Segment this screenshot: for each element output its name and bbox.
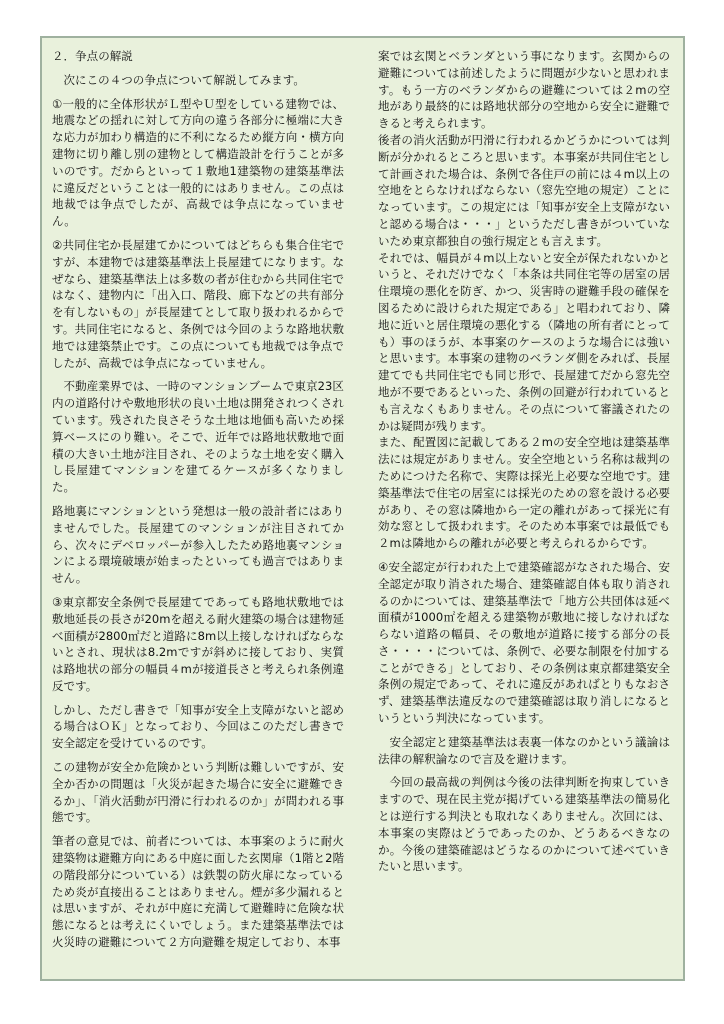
industry-paragraph: 不動産業界では、一時のマンションブームで東京23区内の道路付けや敷地形状の良い土地は開発されつくされています。残された良さそうな土地は地価も高いため採算ベースにのり難い。そこで、近年では路地状敷地で面積の大きい土地が注目され、そのような土地を安く購入し長屋建てマンションを建てるケースが多くなりました。	[52, 379, 344, 495]
article-panel	[40, 36, 685, 981]
issue-2-paragraph: ②共同住宅か長屋建てかについてはどちらも集合住宅ですが、本建物では建築基準法上長屋建てになります。なぜなら、建築基準法上は多数の者が住むから共同住宅ではなく、建物内に「出入口、階段、廊下などの共有部分を有しないもの」が長屋建てとして取り扱われるからです。共同住宅になると、条例では今回のような路地状敷地では建築禁止です。この点についても地裁では争点でしたが、高裁では争点になっていません。	[52, 237, 344, 370]
width-requirement-paragraph: それでは、幅員が４m以上ないと安全が保たれないかというと、それだけでなく「本条は共同住宅等の居室の居住環境の悪化を防ぎ、かつ、災害時の避難手段の確保を図るために設けられた規定である」と唱われており、隣地に近いと居住環境の悪化する（隣地の所有者にとっても）事のほうが、本事案のケースのような場合には強いと思います。本事案の建物のベランダ側をみれば、長屋建てでも共同住宅でも同じ形で、長屋建てだから窓先空地が不要であるといった、条例の回避が行われているとも言えなくもありません。その点について審議されたのかは疑問が残ります。	[378, 250, 670, 433]
issue-3-paragraph: ③東京都安全条例で長屋建てであっても路地状敷地では敷地延長の長さが20mを超える耐火建築の場合は建物延べ面積が2800㎡だと道路に8m以上接しなければならないとされ、現状は8.2mですが斜めに接しており、実質は路地状の部分の幅員４mが接道長さと考えられ条例違反です。	[52, 594, 344, 693]
left-column	[52, 48, 344, 951]
evacuation-continued-paragraph: 案では玄関とベランダという事になります。玄関からの避難については前述したように問題が少ないと思われます。もう一方のベランダからの避難については２mの空地があり最終的には路地状部分の空地から安全に避難できると考えられます。	[378, 49, 670, 131]
alley-mansion-paragraph: 路地裏にマンションという発想は一般の設計者にはありませんでした。長屋建てのマンションが注目されてから、次々にデベロッパーが参入したため路地裏マンションによる環境破壊が始まったといっても過言ではありません。	[52, 503, 344, 586]
section-heading: ２．争点の解説	[52, 49, 133, 63]
right-column	[378, 48, 670, 882]
safety-space-paragraph: また、配置図に記載してある２mの安全空地は建築基準法には規定がありません。安全空地という名称は裁判のためにつけた名称で、実際は採光上必要な空地です。建築基準法で住宅の居室には採光のための窓を設ける必要があり、その窓は隣地から一定の離れがあって採光に有効な窓として扱われます。そのため本事案では最低でも２mは隣地からの離れが必要と考えられるからです。	[378, 435, 670, 551]
issue-4-paragraph: ④安全認定が行われた上で建築確認がなされた場合、安全認定が取り消された場合、建築確認自体も取り消されるのかについては、建築基準法で「地方公共団体は延べ面積が1000㎡を超える建築物が敷地に接しなければならない道路の幅員、その敷地が道路に接する部分の長さ・・・・については、条例で、必要な制限を付加することができる」としており、その条例は東京都建築安全条例の規定であって、それに違反があればとりもなおさず、建築基準法違反なので建築確認は取り消しになるというという判決になっています。	[378, 559, 670, 726]
author-opinion-paragraph: 筆者の意見では、前者については、本事案のように耐火建築物は避難方向にある中庭に面した玄関扉（1階と2階の階段部分についている）は鉄製の防火扉になっているため炎が直接出ることはありません。煙が多少漏れるとは思いますが、それが中庭に充満して避難時に危険な状態になるとは考えにくいでしょう。また建築基準法では火災時の避難について２方向避難を規定しており、本事	[52, 834, 344, 950]
firefighting-paragraph: 後者の消火活動が円滑に行われるかどうかについては判断が分かれるところと思います。本事案が共同住宅として計画された場合は、条例で各住戸の前には４m以上の空地をとらなければならない（窓先空地の規定）ことになっています。この規定には「知事が安全上支障がないと認める場合は・・・」というただし書きがついていないため東京都独自の強行規定とも言えます。	[378, 132, 670, 248]
conclusion-paragraph: 今回の最高裁の判例は今後の法律判断を拘束していきますので、現在民主党が掲げている建築基準法の簡易化とは逆行する判決とも取れなくありません。次回には、本事案の実際はどうであったのか、どうあるべきなのか。今後の建築確認はどうなるのかについて述べていきたいと思います。	[378, 775, 670, 874]
proviso-paragraph: しかし、ただし書きで「知事が安全上支障がないと認める場合はＯＫ」となっており、今回はこのただし書きで安全認定を受けているのです。	[52, 702, 344, 751]
safety-judgment-paragraph: この建物が安全か危険かという判断は難しいですが、安全か否かの問題は「火災が起きた場合に安全に避難できるか」、「消火活動が円滑に行われるのか」が問われる事態です。	[52, 760, 344, 825]
intro-paragraph: 次にこの４つの争点について解説してみます。	[63, 72, 305, 87]
legal-interpretation-paragraph: 安全認定と建築基準法は表裏一体なのかという議論は法律の解釈論なので言及を避けます。	[378, 734, 670, 766]
issue-1-paragraph: ①一般的に全体形状がＬ型やＵ型をしている建物では、地震などの揺れに対して方向の違う各部分に極端に大きな応力が加わり構造的に不利になるため縦方向・横方向建物に切り離し別の建物として構造設計を行うことが多いのです。だからといって１敷地1建築物の建築基準法に違反だということは一般的にはありません。この点は地裁では争点でしたが、高裁では争点になっていません。	[52, 96, 344, 229]
